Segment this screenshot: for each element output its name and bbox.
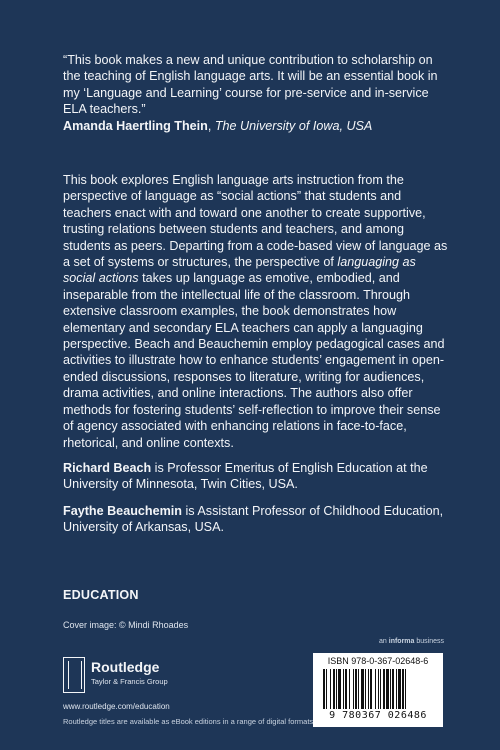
isbn-label: ISBN 978-0-367-02648-6 [327, 656, 429, 666]
book-description [63, 172, 448, 451]
author-bio-1 [63, 460, 448, 493]
quote-attribution: Amanda Haertling Thein, The University of Iowa, USA [63, 118, 373, 133]
publisher-logo [63, 657, 253, 697]
description-italic: languaging as social actions [63, 255, 416, 286]
subject-category: EDUCATION [63, 588, 139, 602]
description-part2: takes up language as emotive, embodied, and inseparable from the intellectual life of the classroom. Through extensive classroom examples, the book demonstrates how elementary and secondary ELA teachers can apply a languaging perspective. Beach and Beauchemin employ pedagogical cases and activities to illustrate how to enhance students’ engagement in open-ended discussions, responses to literature, writing for audiences, drama activities, and online interactions. The authors also offer methods for fostering students’ self-reflection to improve their sense of agency associated with enhancing relations in face-to-face, rhetorical, and online contexts. [63, 271, 445, 450]
quote-author: Amanda Haertling Thein [63, 118, 208, 133]
publisher-group: Taylor & Francis Group [91, 677, 168, 686]
routledge-logo-icon [63, 657, 85, 693]
ebook-footnote: Routledge titles are available as eBook editions in a range of digital formats [63, 717, 314, 726]
author-bio-text: is Professor Emeritus of English Education at the University of Minnesota, Twin Cities, USA. [63, 461, 428, 492]
cover-credit: Cover image: © Mindi Rhoades [63, 620, 189, 630]
author-bio-2 [63, 503, 448, 536]
publisher-name: Routledge [91, 659, 160, 675]
barcode-block [313, 653, 443, 727]
quote-affiliation: The University of Iowa, USA [214, 118, 373, 133]
barcode-digits: 9 780367 026486 [329, 710, 427, 721]
description-part1: This book explores English language arts instruction from the perspective of language as “social actions” that students and teachers enact with and toward one another to create supportive, trusting relations between students and teachers, and among students as peers. Departing from a code-based view of language as a set of systems or structures, the perspective of [63, 173, 448, 270]
author-name: Richard Beach [63, 461, 152, 475]
author-bio-text: is Assistant Professor of Childhood Education, University of Arkansas, USA. [63, 504, 444, 535]
barcode-icon [323, 669, 435, 709]
quote-text: “This book makes a new and unique contribution to scholarship on the teaching of English language arts. It will be an essential book in my ‘Language and Learning’ course for pre-service and in-service ELA teachers.” [63, 53, 438, 117]
informa-business-tag: an informa business [379, 638, 444, 645]
publisher-url: www.routledge.com/education [63, 702, 170, 711]
author-name: Faythe Beauchemin [63, 504, 182, 518]
endorsement-quote [63, 52, 443, 134]
